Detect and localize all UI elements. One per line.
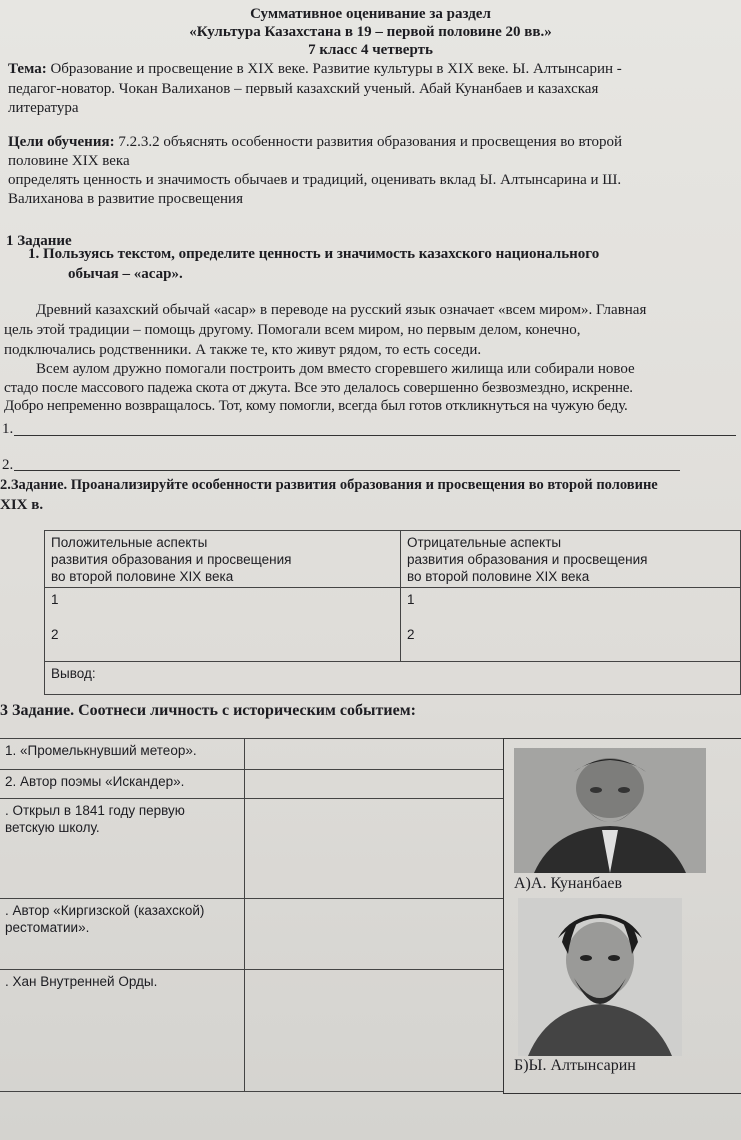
task3-row-3-l2: ветскую школу.	[5, 820, 100, 835]
task3-row-5	[0, 969, 245, 1092]
task1-para-4: Всем аулом дружно помогали построить дом вместо сгоревшего жилища или собирали новое	[36, 361, 635, 377]
task2-heading-2: XIX в.	[0, 497, 44, 513]
negative-header-l1: Отрицательные аспекты	[407, 535, 562, 550]
task2-header-negative	[400, 530, 741, 588]
portrait-b-image	[518, 898, 682, 1056]
negative-item-2: 2	[407, 627, 415, 642]
task1-para-2: цель этой традиции – помощь другому. Помогали всем миром, но первым делом, конечно,	[4, 322, 581, 338]
task3-row-3	[0, 798, 245, 899]
task1-heading: 1 Задание	[6, 233, 72, 249]
task3-row-5-text: . Хан Внутренней Орды.	[5, 974, 158, 989]
positive-item-2: 2	[51, 627, 59, 642]
task2-header-positive	[44, 530, 401, 588]
header-line-2: «Культура Казахстана в 19 – первой половине 20 вв.»	[189, 24, 552, 40]
task3-row-4	[0, 898, 245, 970]
positive-header-l3: во второй половине XIX века	[51, 569, 234, 584]
task2-conclusion[interactable]	[44, 661, 741, 695]
task3-answer-4[interactable]	[244, 898, 504, 970]
caption-b: Б)Ы. Алтынсарин	[514, 1057, 636, 1074]
task3-row-4-l2: рестоматии».	[5, 920, 90, 935]
goals-text-1: 7.2.3.2 объяснять особенности развития образования и просвещения во второй	[118, 134, 623, 150]
portrait-altynsarin	[518, 898, 682, 1056]
task1-answer-2-label: 2.	[2, 457, 14, 473]
task1-answer-1-line[interactable]	[14, 435, 736, 436]
task1-answer-2-line[interactable]	[14, 470, 680, 471]
goals-text-2: половине XIX века	[8, 153, 130, 169]
task3-row-2	[0, 769, 245, 799]
task1-para-3: подключались родственники. А также те, кто живут рядом, то есть соседи.	[4, 342, 482, 358]
conclusion-label: Вывод:	[51, 666, 96, 681]
task2-heading-1: 2.Задание. Проанализируйте особенности развития образования и просвещения во второй половине	[0, 477, 658, 493]
header-line-3: 7 класс 4 четверть	[308, 42, 433, 58]
task1-para-6: Добро непременно возвращалось. Тот, кому помогли, всегда был готов откликнуться на чужую беду.	[4, 398, 628, 414]
task3-row-3-l1: . Открыл в 1841 году первую	[5, 803, 185, 818]
topic-text-3: литература	[8, 100, 79, 116]
negative-header-l3: во второй половине XIX века	[407, 569, 590, 584]
goals-line-1	[8, 133, 736, 152]
goals-text-3: определять ценность и значимость обычаев и традиций, оценивать вклад Ы. Алтынсарина и Ш.	[8, 172, 622, 188]
task3-row-1	[0, 738, 245, 770]
task3-answer-2[interactable]	[244, 769, 504, 799]
task3-answer-1[interactable]	[244, 738, 504, 770]
topic-line-1	[8, 60, 736, 79]
task1-para-5: стадо после массового падежа скота от джута. Все это делалось совершенно безвозмездно, искренне.	[4, 380, 633, 396]
positive-header-l1: Положительные аспекты	[51, 535, 208, 550]
negative-item-1: 1	[407, 592, 415, 607]
goals-text-4: Валиханова в развитие просвещения	[8, 191, 243, 207]
task3-answer-3[interactable]	[244, 798, 504, 899]
task3-row-4-l1: . Автор «Киргизской (казахской)	[5, 903, 205, 918]
positive-item-1: 1	[51, 592, 59, 607]
task2-positive-answers[interactable]	[44, 587, 401, 662]
goals-label: Цели обучения:	[8, 134, 115, 150]
task1-question-2: обычая – «асар».	[68, 266, 183, 282]
caption-a: А)А. Кунанбаев	[514, 875, 623, 892]
positive-header-l2: развития образования и просвещения	[51, 552, 292, 567]
task2-negative-answers[interactable]	[400, 587, 741, 662]
header-line-1: Суммативное оценивание за раздел	[250, 6, 491, 22]
topic-label: Тема:	[8, 61, 47, 77]
task1-question-1: 1. Пользуясь текстом, определите ценность и значимость казахского национального	[28, 246, 600, 262]
task3-heading: 3 Задание. Соотнеси личность с историческим событием:	[0, 702, 416, 719]
topic-text-1: Образование и просвещение в XIX веке. Развитие культуры в XIX веке. Ы. Алтынсарин -	[50, 61, 622, 77]
topic-text-2: педагог-новатор. Чокан Валиханов – первый казахский ученый. Абай Кунанбаев и казахская	[8, 81, 599, 97]
portrait-kunanbaev	[514, 748, 706, 873]
portrait-a-image	[514, 748, 706, 873]
negative-header-l2: развития образования и просвещения	[407, 552, 648, 567]
task1-para-1: Древний казахский обычай «асар» в переводе на русский язык означает «всем миром». Главная	[36, 302, 647, 318]
task3-row-1-text: 1. «Промелькнувший метеор».	[5, 743, 197, 758]
task3-answer-5[interactable]	[244, 969, 504, 1092]
task3-row-2-text: 2. Автор поэмы «Искандер».	[5, 774, 185, 789]
task1-answer-1-label: 1.	[2, 421, 14, 437]
